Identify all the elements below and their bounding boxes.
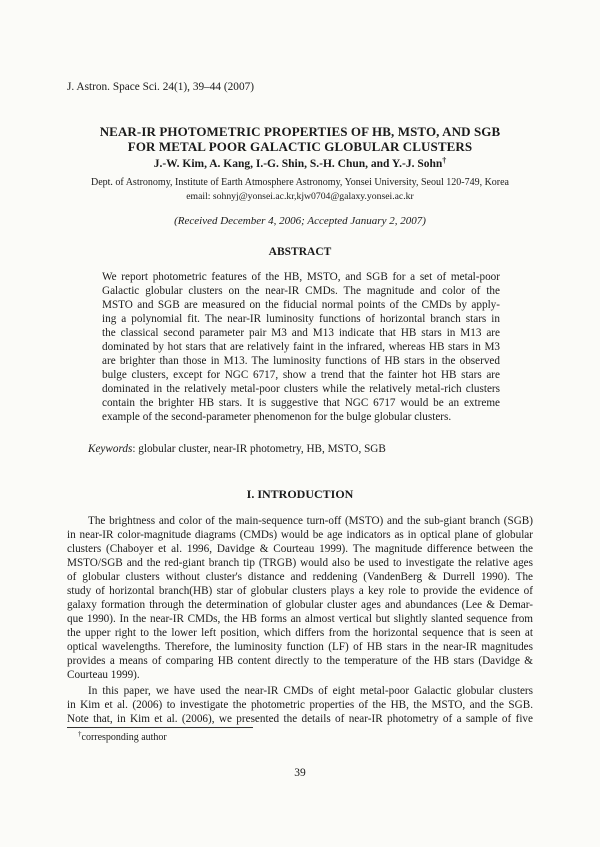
body-line: in near-IR color-magnitude diagrams (CMDs) would be age indicators as in optical plane of globular bbox=[67, 529, 533, 541]
body-line: galaxy formation through the determination of globular cluster ages and abundances (Lee & Demar- bbox=[67, 599, 533, 611]
abstract-heading: ABSTRACT bbox=[268, 246, 332, 258]
abstract-line: are brighter than those in M13. The luminosity functions of HB stars in the observed bbox=[102, 355, 500, 367]
body-line: of globular clusters without cluster's distance and reddening (VandenBerg & Durrell 1990). The bbox=[67, 571, 533, 583]
body-line: study of horizontal branch(HB) star of globular clusters plays a key role to provide the evidence of bbox=[67, 585, 533, 597]
abstract-line: dominated by hot stars that are relatively faint in the infrared, whereas HB stars in M3 bbox=[102, 341, 500, 353]
abstract-line: dominated in the relatively metal-poor clusters while the relatively metal-rich clusters bbox=[102, 383, 500, 395]
footnote-mark: † bbox=[78, 730, 82, 738]
body-line: que 1990). In the near-IR CMDs, the HB forms an almost vertical but slightly slanted sequence from bbox=[67, 613, 533, 625]
footnote-rule bbox=[67, 727, 253, 728]
body-line: MSTO/SGB and the red-giant branch tip (TRGB) would also be used to investigate the relative ages bbox=[67, 557, 533, 569]
keywords bbox=[88, 443, 386, 455]
body-line: The brightness and color of the main-sequence turn-off (MSTO) and the sub-giant branch (SGB) bbox=[88, 515, 533, 527]
journal-reference: J. Astron. Space Sci. 24(1), 39–44 (2007) bbox=[67, 81, 255, 93]
footnote bbox=[78, 732, 167, 743]
body-line: In this paper, we have used the near-IR CMDs of eight metal-poor Galactic globular clusters bbox=[88, 685, 533, 697]
page-number: 39 bbox=[294, 767, 306, 779]
section-heading: I. INTRODUCTION bbox=[246, 487, 354, 501]
received-dates: (Received December 4, 2006; Accepted January 2, 2007) bbox=[174, 215, 426, 227]
footnote-text: corresponding author bbox=[81, 732, 167, 743]
paper-title-line-1: NEAR-IR PHOTOMETRIC PROPERTIES OF HB, MSTO, AND SGB bbox=[99, 124, 501, 139]
body-line: clusters (Chaboyer et al. 1996, Davidge & Courteau 1999). The magnitude difference between the bbox=[67, 543, 533, 555]
abstract-line: bulge clusters, except for NGC 6717, show a trend that the fainter hot HB stars are bbox=[102, 369, 500, 381]
abstract-line: Galactic globular clusters on the near-IR CMDs. The magnitude and color of the bbox=[102, 285, 500, 297]
body-line: the upper right to the lower left position, which differs from the horizontal sequence that is seen at bbox=[67, 627, 533, 639]
abstract-line: example of the second-parameter phenomenon for the bulge globular clusters. bbox=[102, 411, 452, 423]
abstract-line: contain the brighter HB stars. It is suggestive that NGC 6717 would be an extreme bbox=[102, 397, 500, 409]
abstract-line: the classical second parameter pair M3 and M13 indicate that HB stars in M13 are bbox=[102, 327, 500, 339]
affiliation: Dept. of Astronomy, Institute of Earth Atmosphere Astronomy, Yonsei University, Seoul 120-749, Korea bbox=[90, 177, 509, 188]
keywords-text: : globular cluster, near-IR photometry, HB, MSTO, SGB bbox=[132, 443, 386, 455]
author-list bbox=[40, 158, 560, 170]
body-line: provides a means of comparing HB content directly to the temperature of the HB stars (Davidge & bbox=[67, 655, 533, 667]
body-line: optical wavelengths. Therefore, the luminosity function (LF) of HB stars in the near-IR magnitudes bbox=[67, 641, 533, 653]
keywords-label: Keywords bbox=[88, 443, 133, 455]
body-line: Note that, in Kim et al. (2006), we presented the details of near-IR photometry of a sample of five bbox=[67, 713, 533, 725]
body-line: in Kim et al. (2006) to investigate the photometric properties of the HB, the MSTO, and the SGB. bbox=[67, 699, 533, 711]
paper-title-line-2: FOR METAL POOR GALACTIC GLOBULAR CLUSTERS bbox=[127, 139, 473, 154]
body-line: Courteau 1999). bbox=[67, 669, 140, 681]
corresponding-author-mark: † bbox=[442, 156, 447, 165]
abstract-line: ing a polynomial fit. The near-IR luminosity functions of horizontal branch stars in bbox=[102, 313, 500, 325]
author-names: J.-W. Kim, A. Kang, I.-G. Shin, S.-H. Chun, and Y.-J. Sohn bbox=[153, 158, 443, 170]
abstract-line: We report photometric features of the HB, MSTO, and SGB for a set of metal-poor bbox=[102, 271, 500, 283]
email-line: email: sohnyj@yonsei.ac.kr,kjw0704@galaxy.yonsei.ac.kr bbox=[186, 191, 414, 202]
abstract-line: MSTO and SGB are measured on the fiducial normal points of the CMDs by apply- bbox=[102, 299, 500, 311]
